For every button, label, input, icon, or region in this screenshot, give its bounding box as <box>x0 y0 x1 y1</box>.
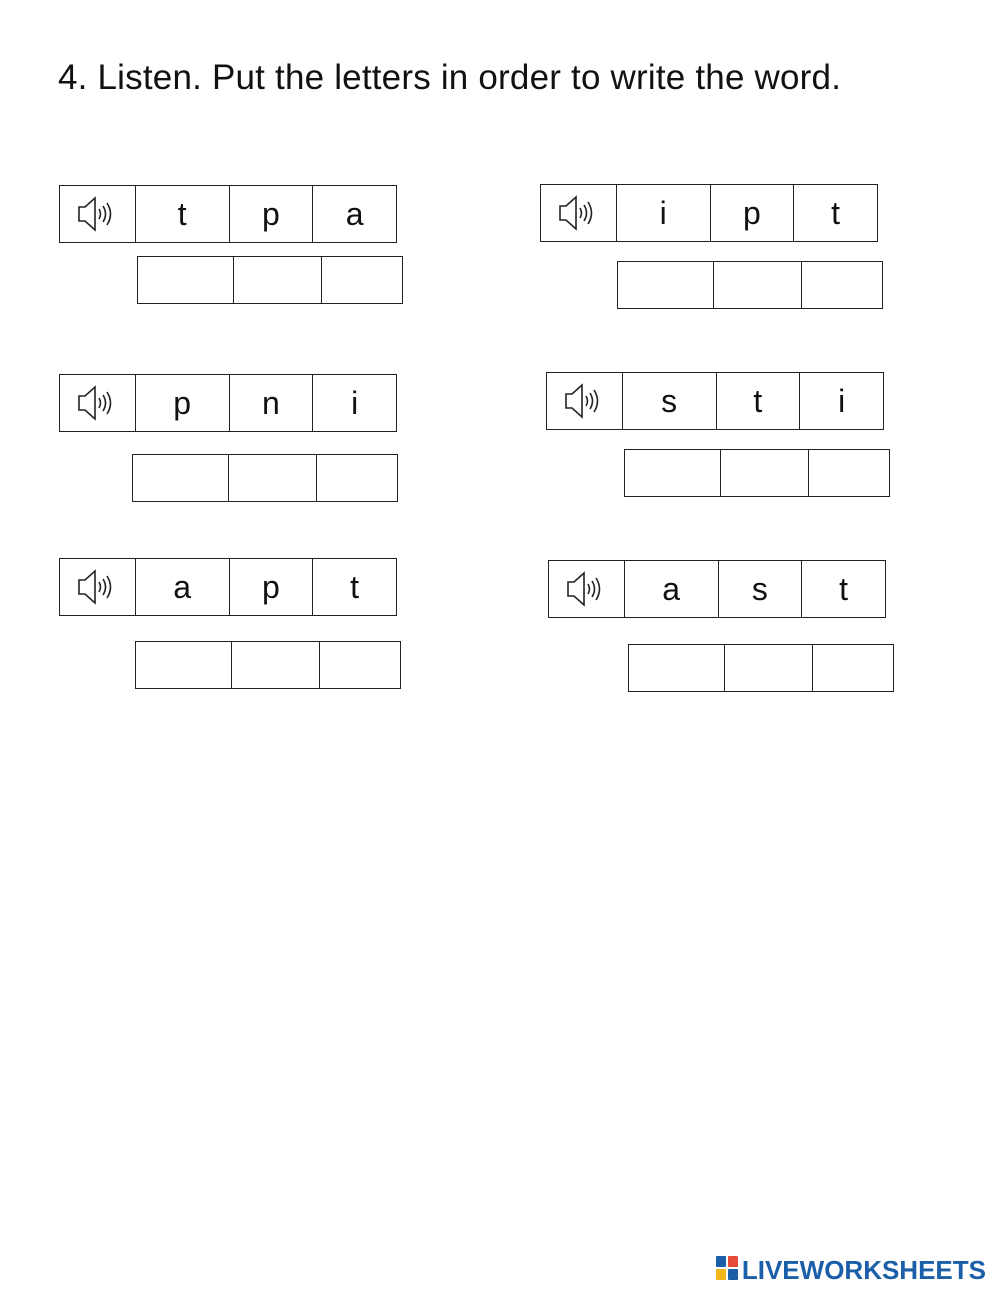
answer-box[interactable] <box>809 450 889 496</box>
answer-box[interactable] <box>136 642 232 688</box>
answer-box[interactable] <box>714 262 802 308</box>
scrambled-row-1 <box>59 185 397 243</box>
letter-tile: t <box>839 570 849 607</box>
answer-row-4 <box>624 449 890 497</box>
scrambled-row-2 <box>540 184 878 242</box>
answer-box[interactable] <box>320 642 400 688</box>
letter-tile: p <box>230 559 314 615</box>
answer-box[interactable] <box>322 257 402 303</box>
answer-box[interactable] <box>232 642 320 688</box>
answer-box[interactable] <box>629 645 725 691</box>
speaker-icon[interactable] <box>60 559 136 615</box>
answer-row-2 <box>617 261 883 309</box>
letter-tile: s <box>719 561 803 617</box>
letter-tile: a <box>136 559 230 615</box>
letter-tile: i <box>351 384 359 421</box>
letter-tile: a <box>345 195 364 232</box>
answer-box[interactable] <box>625 450 721 496</box>
answer-row-1 <box>137 256 403 304</box>
liveworksheets-logo-icon <box>716 1256 738 1285</box>
answer-box[interactable] <box>618 262 714 308</box>
letter-tile: t <box>350 568 360 605</box>
scrambled-row-3 <box>59 374 397 432</box>
letter-tile: p <box>711 185 795 241</box>
answer-box[interactable] <box>234 257 322 303</box>
answer-box[interactable] <box>229 455 317 501</box>
letter-tile: t <box>717 373 801 429</box>
letter-tile: i <box>838 382 846 419</box>
speaker-icon[interactable] <box>60 375 136 431</box>
letter-tile: a <box>625 561 719 617</box>
answer-row-5 <box>135 641 401 689</box>
letter-tile: t <box>136 186 230 242</box>
answer-box[interactable] <box>813 645 893 691</box>
letter-tile: t <box>831 194 841 231</box>
speaker-icon[interactable] <box>549 561 625 617</box>
scrambled-row-6 <box>548 560 886 618</box>
exercise-title: 4. Listen. Put the letters in order to write the word. <box>58 58 842 97</box>
answer-row-3 <box>132 454 398 502</box>
speaker-icon[interactable] <box>60 186 136 242</box>
liveworksheets-logo[interactable] <box>716 1256 986 1284</box>
answer-box[interactable] <box>133 455 229 501</box>
speaker-icon[interactable] <box>547 373 623 429</box>
letter-tile: s <box>623 373 717 429</box>
speaker-icon[interactable] <box>541 185 617 241</box>
scrambled-row-5 <box>59 558 397 616</box>
answer-box[interactable] <box>725 645 813 691</box>
answer-box[interactable] <box>802 262 882 308</box>
answer-box[interactable] <box>138 257 234 303</box>
answer-row-6 <box>628 644 894 692</box>
logo-text: LIVEWORKSHEETS <box>741 1254 986 1285</box>
letter-tile: p <box>136 375 230 431</box>
answer-box[interactable] <box>317 455 397 501</box>
answer-box[interactable] <box>721 450 809 496</box>
letter-tile: p <box>230 186 314 242</box>
letter-tile: n <box>230 375 314 431</box>
letter-tile: i <box>617 185 711 241</box>
scrambled-row-4 <box>546 372 884 430</box>
